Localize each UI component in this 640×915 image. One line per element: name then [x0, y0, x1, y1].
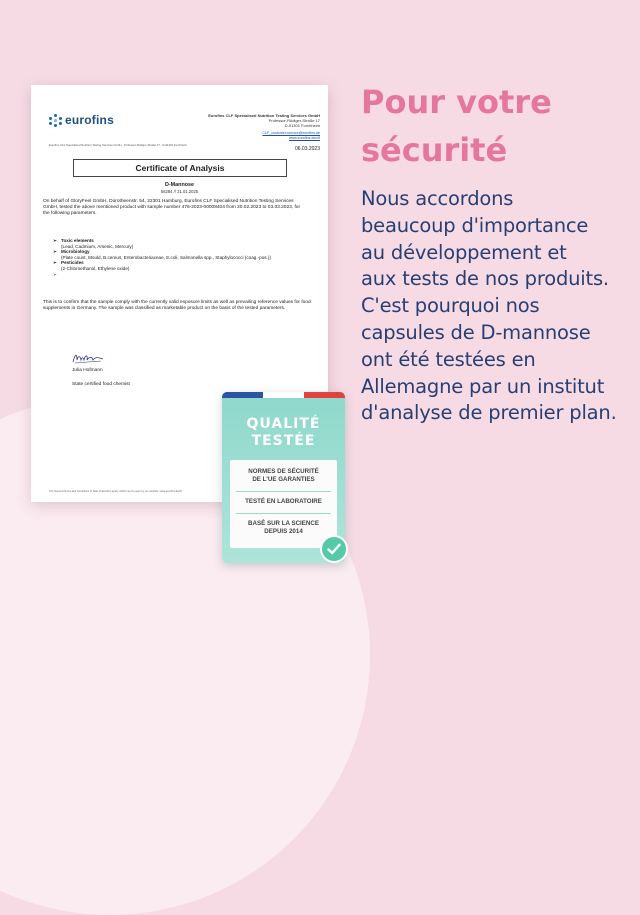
lab-city: D-91301 Forchheim: [284, 123, 320, 128]
parameter-title: ➢ Toxic elements: [53, 238, 94, 243]
parameter-list: [53, 238, 293, 277]
lab-name: Eurofins CLF Specialised Nutrition Testing Services GmbH: [208, 113, 320, 118]
badge-title: [222, 416, 345, 450]
quality-badge: [222, 392, 345, 563]
body-line: beaucoup d'importance: [361, 213, 589, 237]
sender-line: Eurofins CLF Specialised Nutrition Testing Services GmbH · Professor-Rüdiger-Straße 17 · D-91301 Forchheim: [49, 143, 188, 147]
signer-name: Julia Hofmann: [72, 368, 103, 373]
signature-icon: [71, 351, 105, 365]
lab-address: [208, 113, 320, 128]
certificate-intro: On behalf of GloryFeel GmbH, Dorotheenstr. 54, 22301 Hamburg, Eurofins CLF Specialised Nutrition Testing Services GmbH, tested the above mentioned product with sample number 476-2023-00008404 from 20.02.2023 to 03.03.2023, for the following parameters.: [43, 199, 301, 216]
headline-line2: sécurité: [361, 131, 508, 169]
parameter-title: ➢ Microbiology: [53, 249, 90, 255]
empty-parameter: [53, 272, 293, 278]
badge-title-line2: TESTÉE: [251, 433, 316, 449]
arrow-bullet-icon: ➢: [53, 238, 57, 243]
arrow-bullet-icon: ➢: [53, 271, 57, 277]
product-name: D-Mannose: [164, 182, 195, 188]
parameter-title: ➢ Pesticides: [53, 260, 84, 266]
arrow-bullet-icon: ➢: [53, 260, 57, 266]
body-line: capsules de D-mannose: [361, 320, 591, 344]
body-line: aux tests de nos produits.: [361, 267, 609, 291]
headline-line1: Pour votre: [361, 83, 552, 121]
certificate-footer: The General Terms and Conditions of Sale of Eurofins apply, which can be seen by our website: www.eurofins.de/clf: [49, 490, 182, 493]
body-paragraph: [361, 186, 633, 427]
parameter-detail: (Plate count, Mould, B.cereus, Enterobacteriaceae, E.coli, Salmonella spp., Staphylococci (coag.-pos.)): [61, 254, 271, 260]
french-flag-stripe: [222, 392, 345, 398]
badge-divider: [236, 491, 331, 492]
body-line: Nous accordons: [361, 187, 514, 210]
eurofins-logo-icon: [49, 114, 62, 127]
badge-claim-eu-standards: [230, 468, 337, 484]
parameter-detail: (2-Chloroethanol, Ethylene oxide): [61, 265, 130, 271]
body-line: au développement et: [361, 240, 567, 264]
certificate-title-text: Certificate of Analysis: [135, 163, 225, 173]
lab-links: [262, 131, 320, 140]
body-line: d'analyse de premier plan.: [361, 401, 617, 425]
badge-claim-text: NORMES DE SÉCURITÉ: [248, 468, 319, 475]
badge-claim-text: BASÉ SUR LA SCIENCE: [248, 520, 319, 527]
checkmark-icon: [320, 535, 348, 563]
body-line: C'est pourquoi nos: [361, 294, 540, 318]
body-line: Allemagne par un institut: [361, 374, 605, 398]
arrow-bullet-icon: ➢: [53, 249, 57, 255]
signer-role: State certified food chemist: [72, 382, 130, 387]
certificate-date: 06.03.2023: [294, 146, 320, 152]
lab-street: Professor-Rüdiger-Straße 17: [268, 118, 320, 123]
badge-claim-text: DE L'UE GARANTIES: [252, 476, 315, 483]
lab-email-link: CLF_customer-service@eurofins.de: [262, 131, 320, 135]
certificate-conclusion: This is to confirm that the sample comply with the currently valid exposure limits as well as prevailing reference values for food supplements in Germany. The sample was classified as marketable product on the basis of the tested parameters.: [43, 300, 311, 311]
headline: [361, 78, 631, 174]
lab-web-link: www.eurofins.de/clf: [289, 135, 320, 140]
badge-claims: [230, 460, 337, 548]
lot-number: 56284 // 31.01.2025: [160, 189, 199, 194]
certificate-title: [73, 159, 287, 177]
badge-divider: [236, 513, 331, 514]
logo-text: eurofins: [65, 113, 114, 127]
badge-title-line1: QUALITÉ: [246, 416, 321, 432]
badge-claim-text: DEPUIS 2014: [264, 528, 303, 535]
badge-claim-science: [230, 520, 337, 536]
badge-claim-lab-tested: TESTÉ EN LABORATOIRE: [245, 498, 322, 505]
parameter-detail: (Lead, Cadmium, Arsenic, Mercury): [61, 243, 134, 249]
eurofins-logo: [49, 113, 114, 127]
body-line: ont été testées en: [361, 347, 536, 371]
